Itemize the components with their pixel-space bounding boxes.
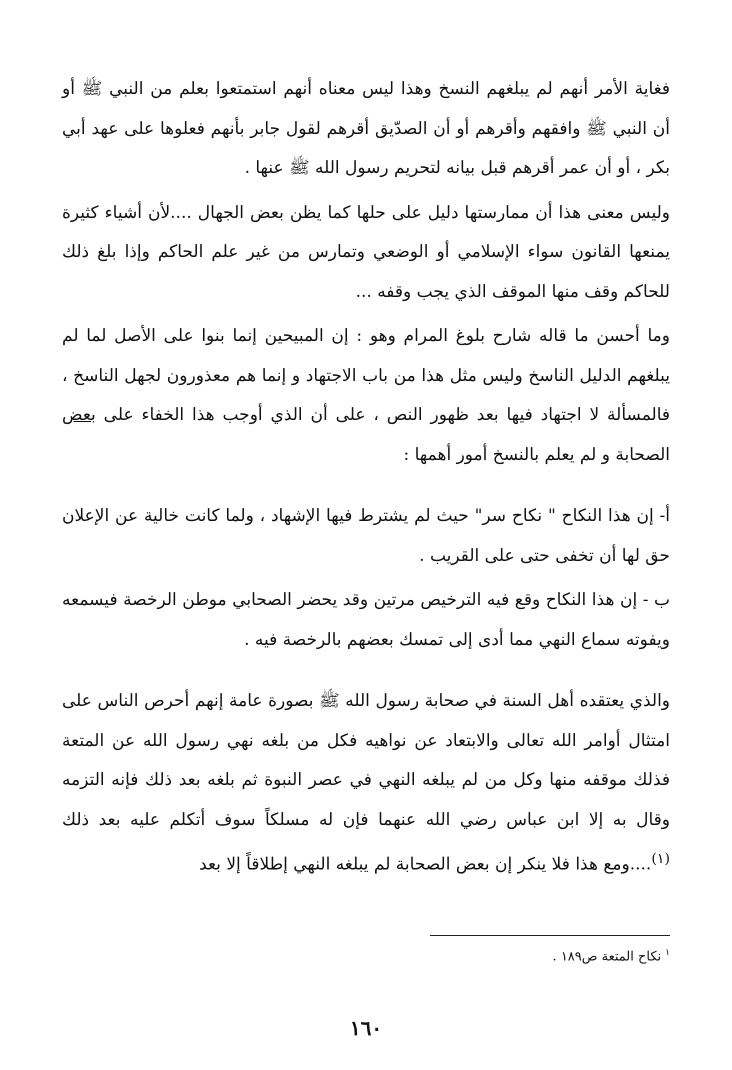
footnote-text: نكاح المتعة ص١٨٩ . xyxy=(552,949,662,965)
paragraph-1: فغاية الأمر أنهم لم يبلغهم النسخ وهذا ليس معناه أنهم استمتعوا بعلم من النبي ﷺ أو أن النبي ﷺ وافقهم وأقرهم أو أن الصدّيق أقرهم لقول جابر بأنهم فعلوها على عهد أبي بكر ، أو أن عمر أقرهم قبل بيانه لتحريم رسول الله ﷺ عنها . xyxy=(62,79,670,178)
paragraph-4-text-a: والذي يعتقده أهل السنة في صحابة رسول الله ﷺ بصورة عامة إنهم أحرص الناس على امتثال أوامر الله تعالى والابتعاد عن نواهيه فكل من بلغه نهي رسول الله عن المتعة فذلك موقفه منها وكل من لم يبلغه النهي في عصر النبوة ثم بلغه بعد ذلك فإنه التزمه وقال به إلا ابن عباس رضي الله عنهما فإن له مسلكاً سوف أتكلم عليه بعد ذلك xyxy=(62,691,670,830)
list-item-a: أ- إن هذا النكاح " نكاح سر" حيث لم يشترط فيها الإشهاد ، ولما كانت خالية عن الإعلان حق لها أن تخفى حتى على القريب . xyxy=(62,506,670,566)
list-item-b: ب - إن هذا النكاح وقع فيه الترخيص مرتين وقد يحضر الصحابي موطن الرخصة فيسمعه ويفوته سماع النهي مما أدى إلى تمسك بعضهم بالرخصة فيه . xyxy=(62,590,670,650)
paragraph-3 xyxy=(62,317,670,475)
underlined-word: بعض xyxy=(62,405,96,425)
paragraph-2: وليس معنى هذا أن ممارستها دليل على حلها كما يظن بعض الجهال ....لأن أشياء كثيرة يمنعها القانون سواء الإسلامي أو الوضعي وتمارس من غير علم الحاكم وإذا بلغ ذلك للحاكم وقف منها الموقف الذي يجب وقفه ... xyxy=(62,202,670,302)
paragraph-4-text-b: ....ومع هذا فلا ينكر إن بعض الصحابة لم يبلغه النهي إطلاقاً إلا بعد xyxy=(199,854,652,875)
footnote-reference: (١) xyxy=(651,851,670,867)
paragraph-3-text-b: الصحابة و لم يعلم بالنسخ أمور أهمها : xyxy=(403,444,670,465)
paragraph-4 xyxy=(62,682,670,885)
footnote xyxy=(553,948,670,964)
paragraph-3-text-a: وما أحسن ما قاله شارح بلوغ المرام وهو : إن المبيحين إنما بنوا على الأصل لما لم يبلغهم الدليل الناسخ وليس مثل هذا من باب الاجتهاد و إنما هم معذورون لجهل الناسخ ، فالمسألة لا اجتهاد فيها بعد ظهور النص ، على أن الذي أوجب هذا الخفاء على xyxy=(62,326,671,425)
page-number: ١٦٠ xyxy=(349,1016,383,1040)
footnote-mark: ١ xyxy=(665,948,670,958)
footnote-divider xyxy=(430,935,670,936)
